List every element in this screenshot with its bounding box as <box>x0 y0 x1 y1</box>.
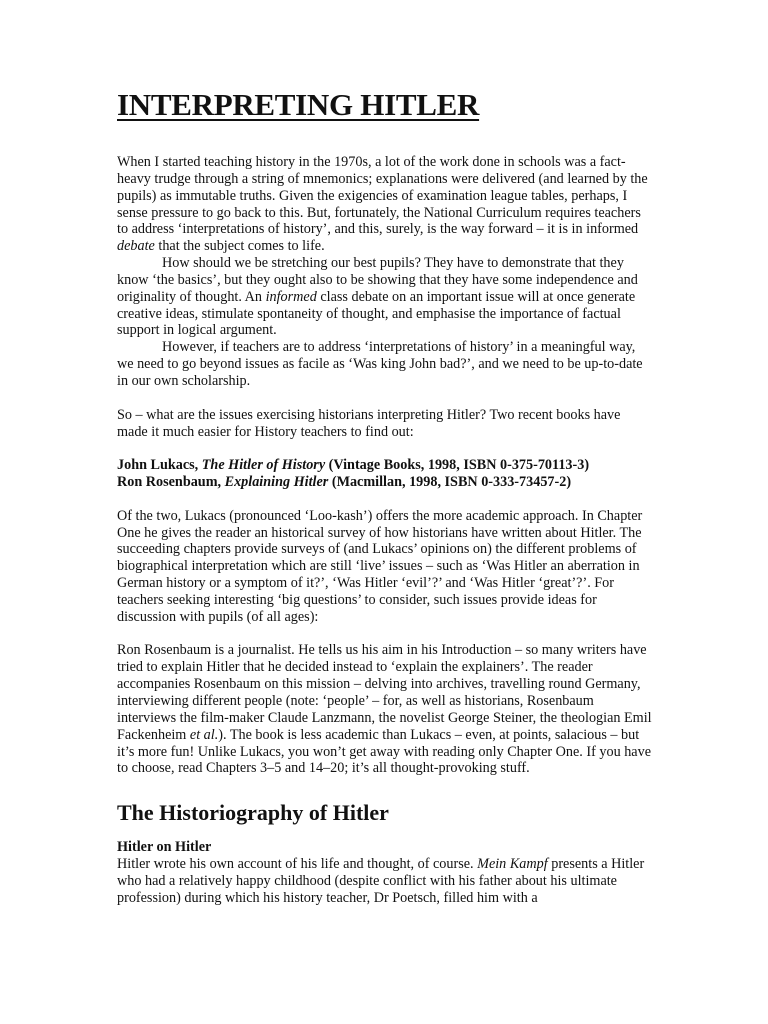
book-reference: John Lukacs, The Hitler of History (Vintage Books, 1998, ISBN 0-375-70113-3) <box>117 457 590 474</box>
intro-paragraph-3: However, if teachers are to address ‘interpretations of history’ in a meaningful way, we need to go beyond issues as facile as ‘Was king John bad?’, and we need to be up-to-date in our own scholarship. <box>117 339 643 389</box>
lukacs-paragraph: Of the two, Lukacs (pronounced ‘Loo-kash’) offers the more academic approach. In Chapter One he gives the reader an historical survey of how historians have written about Hitler. The succeeding chapters provide surveys of (and Lukacs’ opinions on) the different problems of biographical interpretation which are still ‘live’ issues – such as ‘Was Hitler an aberration in German history or a symptom of it?’, ‘Was Hitler ‘evil’?’ and ‘Was Hitler ‘great’?’. For teachers seeking interesting ‘big questions’ to consider, such issues provide ideas for discussion with pupils (of all ages): <box>117 507 643 625</box>
section-heading: The Historiography of Hitler <box>117 800 389 826</box>
book-references <box>117 457 652 491</box>
rosenbaum-paragraph: Ron Rosenbaum is a journalist. He tells us his aim in his Introduction – so many writers have tried to explain Hitler that he decided instead to ‘explain the explainers’. The reader accompanies Rosenbaum on this mission – delving into archives, travelling round Germany, interviewing different people (note: ‘people’ – for, as well as historians, Rosenbaum interviews the film-maker Claude Lanzmann, the novelist George Steiner, the theologian Emil Fackenheim et al.). The book is less academic than Lukacs – even, at points, salacious – but it’s more fun! Unlike Lukacs, you won’t get away with reading only Chapter One. If you have to choose, read Chapters 3–5 and 14–20; it’s all thought-provoking stuff. <box>117 642 652 777</box>
subsection-heading: Hitler on Hitler <box>117 839 212 856</box>
section-paragraph: Hitler wrote his own account of his life and thought, of course. Mein Kampf presents a Hitler who had a relatively happy childhood (despite conflict with his father about his ultimate profession) during which his history teacher, Dr Poetsch, filled him with a <box>117 856 645 906</box>
page-title: INTERPRETING HITLER <box>117 87 480 122</box>
intro-paragraph-1: When I started teaching history in the 1970s, a lot of the work done in schools was a fact-heavy trudge through a string of mnemonics; explanations were delivered (and learned by the pupils) as immutable truths. Given the exigencies of examination league tables, perhaps, I sense pressure to go back to this. But, fortunately, the National Curriculum requires teachers to address ‘interpretations of history’, and this, surely, is the way forward – it is in informed debate that the subject comes to life. <box>117 154 648 255</box>
intro-paragraph-4: So – what are the issues exercising historians interpreting Hitler? Two recent books have made it much easier for History teachers to find out: <box>117 406 621 440</box>
intro-paragraph-2: How should we be stretching our best pupils? They have to demonstrate that they know ‘the basics’, but they ought also to be showing that they have some independence and originality of thought. An informed class debate on an important issue will at once generate creative ideas, stimulate spontaneity of thought, and emphasise the importance of factual support in logical argument. <box>117 255 638 339</box>
document-page <box>117 86 652 907</box>
book-reference: Ron Rosenbaum, Explaining Hitler (Macmillan, 1998, ISBN 0-333-73457-2) <box>117 474 572 491</box>
